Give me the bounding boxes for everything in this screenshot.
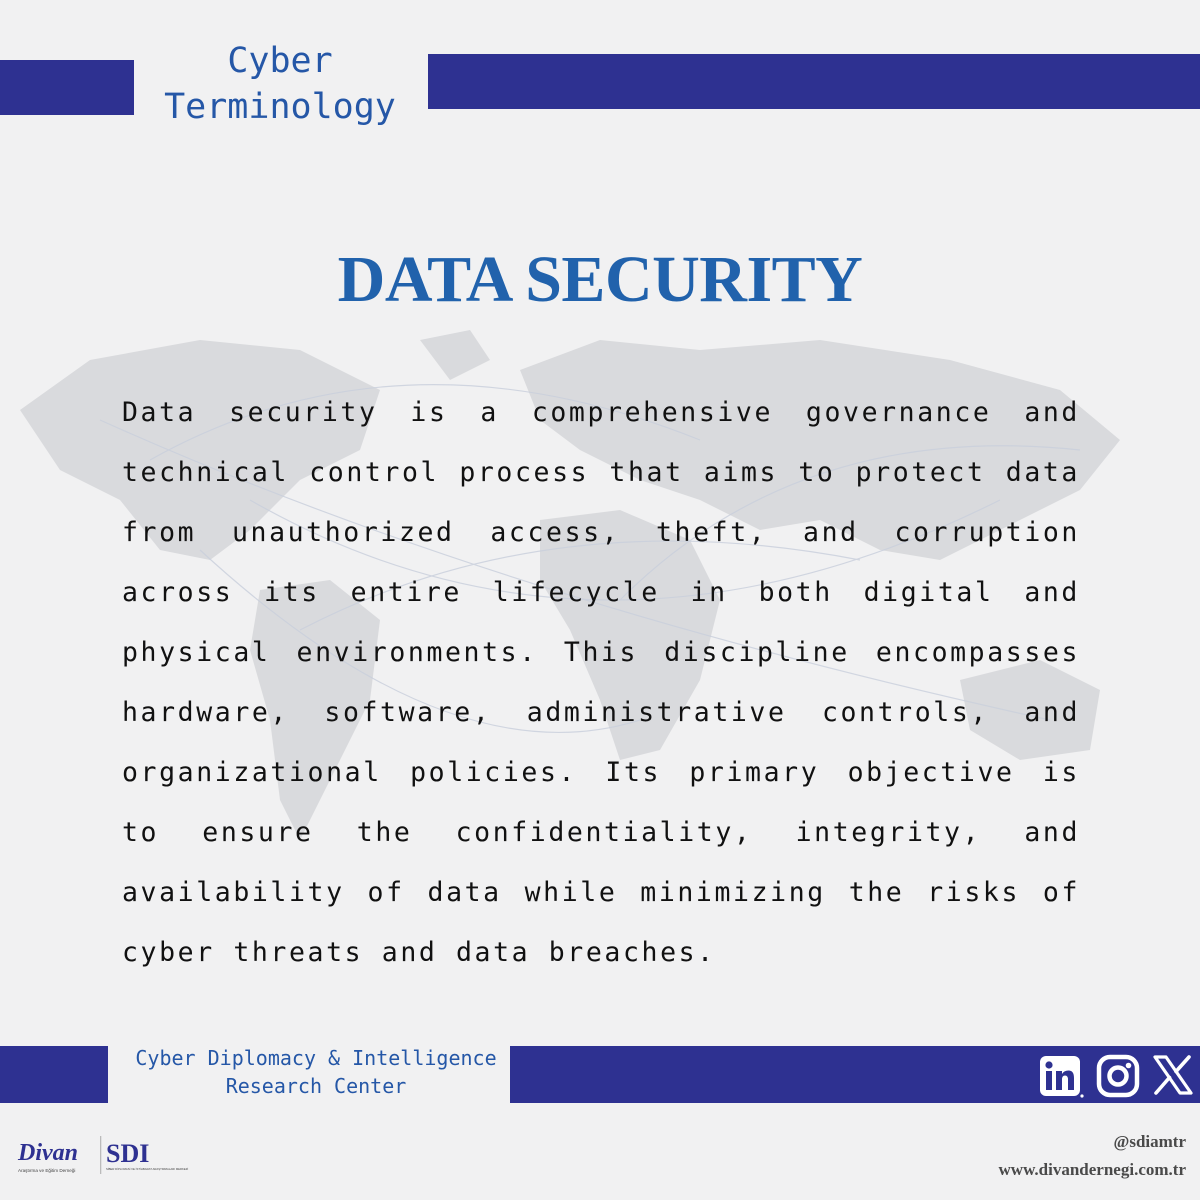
- instagram-icon[interactable]: [1096, 1054, 1140, 1098]
- center-name-line2: Research Center: [225, 1074, 407, 1098]
- partner-logos: [14, 1132, 189, 1182]
- series-title-line1: Cyber: [227, 41, 333, 81]
- website-link[interactable]: www.divandernegi.com.tr: [998, 1160, 1186, 1179]
- series-title: [140, 38, 420, 130]
- sdi-logo-wordmark: SDI: [106, 1139, 150, 1168]
- linkedin-icon[interactable]: [1038, 1054, 1084, 1100]
- header-bar-right: [428, 54, 1200, 109]
- sdi-logo-subtitle: SİBER DİPLOMASİ VE İSTİHBARAT ARAŞTIRMALARI MERKEZİ: [106, 1167, 189, 1171]
- divan-logo-subtitle: Araştırma ve Eğitim Derneği: [18, 1168, 76, 1173]
- definition-text: Data security is a comprehensive governance and technical control process that aims to protect data from unauthorized access, theft, and corruption across its entire lifecycle in both digital and physical environments. This discipline encompasses hardware, software, administrative controls, and organizational policies. Its primary objective is to ensure the confidentiality, integrity, and availability of data while minimizing the risks of cyber threats and data breaches.: [122, 397, 1080, 968]
- social-handle: @sdiamtr: [1113, 1132, 1186, 1151]
- series-title-line2: Terminology: [164, 87, 396, 127]
- x-icon[interactable]: [1152, 1054, 1194, 1096]
- contact-info: [999, 1128, 1186, 1184]
- page-title: DATA SECURITY: [337, 243, 863, 316]
- center-name-line1: Cyber Diplomacy & Intelligence: [135, 1046, 497, 1070]
- header-bar-left: [0, 60, 134, 115]
- divan-logo-wordmark: Divan: [18, 1140, 78, 1166]
- research-center-name: [118, 1044, 514, 1100]
- footer-bar-left: [0, 1046, 108, 1103]
